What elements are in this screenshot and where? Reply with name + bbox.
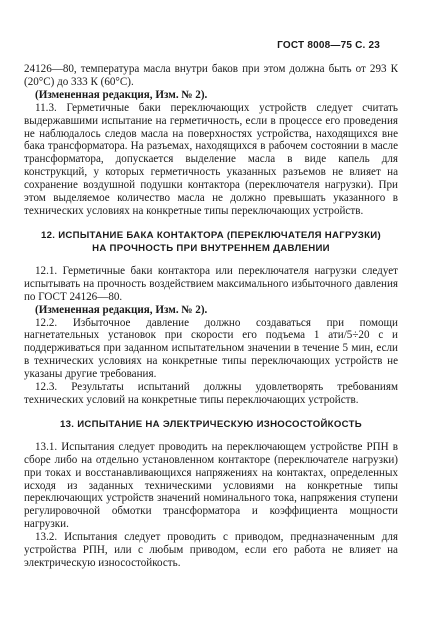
paragraph-12-2: 12.2. Избыточное давление должно создаваться при помощи нагнетательных установок при скорости его подъема 1 ати/5÷20 с и поддерживаться при заданном испытательном значении в течение 5 мин, если в технических условиях на конкретные типы переключающих устройств не указаны другие требования. — [24, 316, 398, 381]
page-header: ГОСТ 8008—75 С. 23 — [277, 40, 380, 51]
paragraph-12-3: 12.3. Результаты испытаний должны удовлетворять требованиям технических условий на конкретные типы переключающих устройств. — [24, 381, 398, 406]
section-12-heading — [24, 229, 398, 255]
paragraph-11-2-end: 24126—80, температура масла внутри баков при этом должна быть от 293 К (20°С) до 333 К (60°С). — [24, 63, 398, 88]
paragraph-12-1: 12.1. Герметичные баки контактора или переключателя нагрузки следует испытывать на прочность воздействием максимального избыточного давления по ГОСТ 24126—80. — [24, 264, 398, 303]
amendment-note: (Измененная редакция, Изм. № 2). — [35, 303, 208, 316]
section-12-heading-line-1: 12. ИСПЫТАНИЕ БАКА КОНТАКТОРА (ПЕРЕКЛЮЧАТЕЛЯ НАГРУЗКИ) — [41, 229, 381, 241]
amendment-note: (Измененная редакция, Изм. № 2). — [35, 88, 208, 101]
section-12-heading-line-2: НА ПРОЧНОСТЬ ПРИ ВНУТРЕННЕМ ДАВЛЕНИИ — [92, 242, 330, 254]
paragraph-11-3: 11.3. Герметичные баки переключающих устройств следует считать выдержавшими испытание на герметичность, если в процессе его проведения не наблюдалось следов масла на поверхностях устройства, находящихся вне бака трансформатора. На разъемах, находящихся в рабочем состоянии в масле трансформатора, допускается выделение масла в виде капель для конструкций, у которых герметичность указанных разъемов не влияет на сохранение воздушной подушки контактора (переключателя нагрузки). При этом выделяемое количество масла не должно превышать указанного в технических условиях на конкретные типы переключающих устройств. — [24, 101, 398, 217]
paragraph-13-2: 13.2. Испытания следует проводить с приводом, предназначенным для устройства РПН, или с любым приводом, если его работа не влияет на электрическую износостойкость. — [24, 531, 398, 569]
paragraph-13-1: 13.1. Испытания следует проводить на переключающем устройстве РПН в сборе либо на отдельно установленном контакторе (переключателе нагрузки) при токах и восстанавливающихся напряжениях на контактах, определенных исходя из заданных техническими условиями на конкретные типы переключающих устройств значений номинального тока, напряжения ступени регулировочной обмотки трансформатора и коэффициента мощности нагрузки. — [24, 440, 398, 531]
section-13-heading-line: 13. ИСПЫТАНИЕ НА ЭЛЕКТРИЧЕСКУЮ ИЗНОСОСТОЙКОСТЬ — [60, 418, 362, 430]
section-13-heading — [24, 418, 398, 431]
document-body — [24, 63, 398, 570]
